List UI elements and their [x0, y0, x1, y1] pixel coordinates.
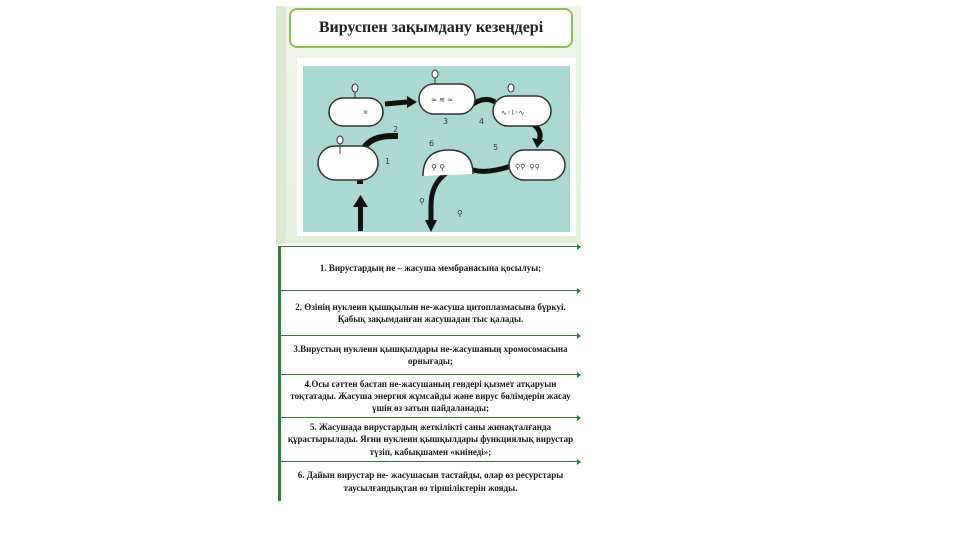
path-2-3	[385, 102, 407, 104]
step-6	[278, 461, 580, 501]
step-2-arrow	[577, 288, 581, 294]
step-number-6: 6	[429, 139, 435, 148]
step-5-arrow	[577, 415, 581, 421]
svg-text:≋: ≋	[363, 109, 369, 116]
step-1-arrow	[577, 244, 581, 250]
step-number-1: 1	[385, 157, 391, 166]
svg-text:⚲ ⚲: ⚲ ⚲	[431, 163, 446, 172]
step-6-text: 6. Дайын вирустар не- жасушасын тастайды, олар өз ресурстары таусылғандықтан өз тіршіліктерін жояды.	[297, 470, 564, 493]
step-3-text: 3.Вирустың нуклеин қышқылдары не-жасушаның хромосомасына орнығады;	[293, 343, 568, 366]
title-box	[289, 8, 573, 48]
entry-stem	[358, 205, 363, 231]
phage-1	[337, 136, 343, 144]
phage-3	[432, 70, 438, 78]
step-4-text: 4.Осы сәттен бастап не-жасушаның гендері қызмет атқаруын тоқтатады. Жасуша энергия жұмсайды және вирус бөлімдерін жасау үшін өз затын пайдаланады;	[290, 378, 571, 414]
step-3	[278, 335, 580, 374]
svg-text:≈ ≋ ≈: ≈ ≋ ≈	[431, 96, 454, 104]
step-1-text: 1. Вирустардың не – жасуша мембранасына қосылуы;	[319, 263, 542, 274]
step-5-text: 5. Жасушада вирустардың жеткілікті саны жинақталғанда құрастырылады. Яғни нуклеин қышқылдары функциялық вирустар түзіп, кабықшамен «киінеді»;	[287, 422, 574, 457]
step-2-text: 2. Өзінің нуклеин қышқылын не-жасуша цитоплазмасына бүркуі. Қабық зақымданған жасушадан тыс қалады.	[295, 301, 566, 324]
step-4-arrow	[577, 372, 581, 378]
step-number-3: 3	[443, 117, 449, 126]
step-number-2: 2	[393, 125, 399, 134]
phage-4	[508, 84, 514, 92]
cell-1	[318, 146, 378, 180]
left-strip	[276, 6, 286, 244]
cell-2	[329, 98, 383, 126]
step-2	[278, 290, 580, 335]
page-title: Вируспен зақымдану кезеңдері	[318, 19, 544, 36]
step-6-arrow	[577, 459, 581, 465]
step-number-4: 4	[479, 117, 485, 126]
step-4	[278, 374, 580, 417]
svg-text:⚲: ⚲	[419, 197, 425, 206]
svg-text:∿◦⌇◦∿: ∿◦⌇◦∿	[501, 109, 525, 117]
step-number-5: 5	[493, 143, 499, 152]
step-5	[278, 417, 580, 461]
svg-text:⚲⚲◦⚲⚲: ⚲⚲◦⚲⚲	[515, 163, 540, 171]
step-1	[278, 246, 580, 290]
virus-cycle-diagram	[303, 66, 570, 232]
phage-2	[352, 84, 358, 92]
step-3-arrow	[577, 333, 581, 339]
svg-text:⚲: ⚲	[457, 209, 463, 218]
